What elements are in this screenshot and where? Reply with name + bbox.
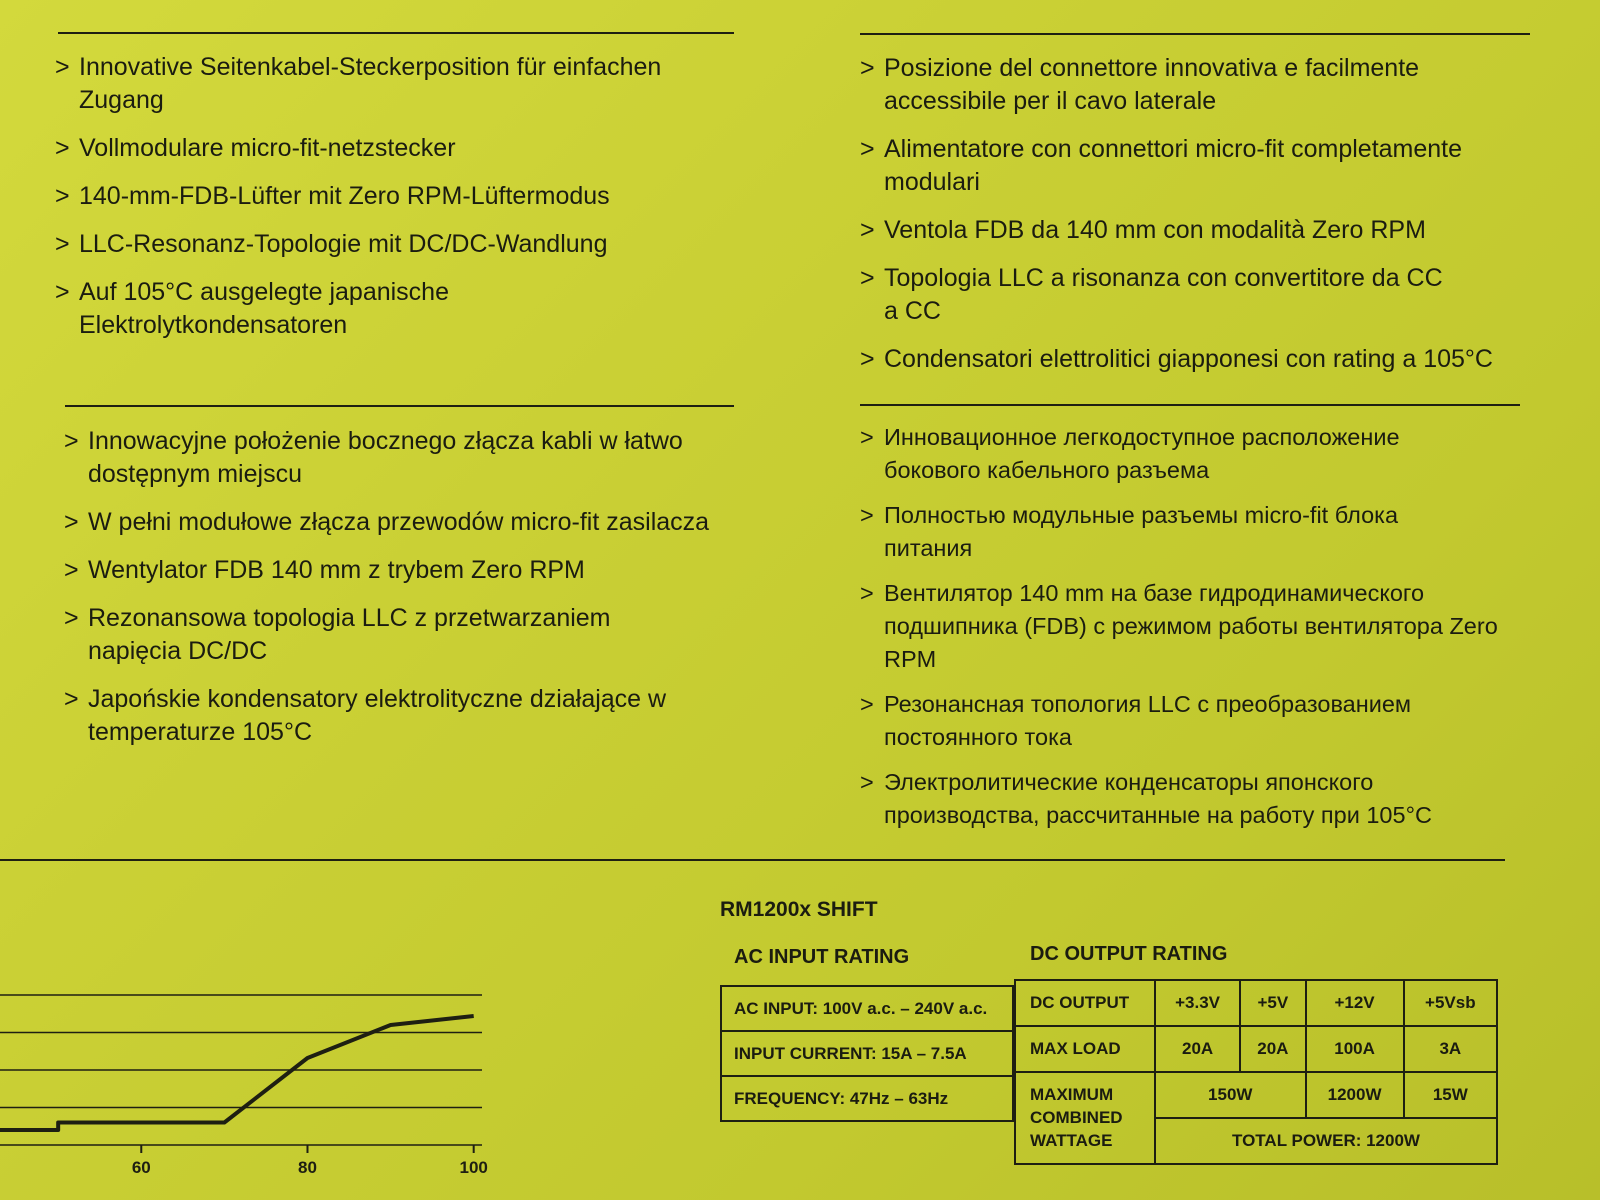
- input-current-cell: INPUT CURRENT: 15A – 7.5A: [721, 1031, 1013, 1076]
- combined-wattage-line: COMBINED: [1030, 1108, 1123, 1127]
- max-load-cell: 20A: [1155, 1026, 1240, 1072]
- feature-item: > Posizione del connettore innovativa e facilmente accessibile per il cavo laterale: [860, 52, 1504, 118]
- feature-block-german: [55, 51, 730, 357]
- feature-block-russian: [860, 421, 1520, 844]
- feature-item: > Rezonansowa topologia LLC z przetwarzaniem napięcia DC/DC: [64, 602, 708, 668]
- feature-item: > Japońskie kondensatory elektrolityczne działające w temperaturze 105°C: [64, 683, 738, 749]
- max-load-cell: 3A: [1404, 1026, 1497, 1072]
- x-tick-label: 100: [459, 1158, 488, 1177]
- feature-item: > Auf 105°C ausgelegte japanische Elektrolytkondensatoren: [55, 276, 539, 342]
- table-row: [721, 1031, 1013, 1076]
- dc-rating-heading: DC OUTPUT RATING: [1030, 943, 1228, 965]
- feature-item: > 140-mm-FDB-Lüfter mit Zero RPM-Lüftermodus: [55, 180, 730, 213]
- table-row: [721, 986, 1013, 1031]
- ac-input-table: [720, 985, 1014, 1122]
- feature-item: > Innovative Seitenkabel-Steckerposition für einfachen Zugang: [55, 51, 730, 117]
- feature-item: > Innowacyjne położenie bocznego złącza kabli w łatwo dostępnym miejscu: [64, 425, 734, 491]
- rail-header: +3.3V: [1155, 980, 1240, 1026]
- frequency-cell: FREQUENCY: 47Hz – 63Hz: [721, 1076, 1013, 1121]
- feature-item: > W pełni modułowe złącza przewodów micro-fit zasilacza: [64, 506, 728, 539]
- feature-item: > Резонансная топология LLC с преобразованием постоянного тока: [860, 688, 1494, 754]
- max-load-label: MAX LOAD: [1015, 1026, 1155, 1072]
- ac-rating-heading: AC INPUT RATING: [734, 946, 910, 968]
- table-row: [1015, 1026, 1497, 1072]
- feature-item: > Инновационное легкодоступное расположение бокового кабельного разъема: [860, 421, 1494, 487]
- combined-wattage-line: MAXIMUM: [1030, 1085, 1114, 1104]
- combined-wattage-line: WATTAGE: [1030, 1131, 1113, 1150]
- rule-russian-top: [860, 404, 1520, 406]
- rule-italian-top: [860, 33, 1530, 35]
- total-power-cell: TOTAL POWER: 1200W: [1155, 1118, 1497, 1164]
- table-row: [1015, 1072, 1497, 1118]
- ac-input-cell: AC INPUT: 100V a.c. – 240V a.c.: [721, 986, 1013, 1031]
- feature-block-polish: [64, 425, 734, 764]
- rail-header: +5V: [1240, 980, 1305, 1026]
- combined-wattage-label: [1015, 1072, 1155, 1164]
- table-row: [1015, 980, 1497, 1026]
- feature-item: > Vollmodulare micro-fit-netzstecker: [55, 132, 730, 165]
- rail-header: +5Vsb: [1404, 980, 1497, 1026]
- feature-item: > Topologia LLC a risonanza con convertitore da CC a CC: [860, 262, 1444, 328]
- rail-header: +12V: [1306, 980, 1404, 1026]
- combined-12-cell: 1200W: [1306, 1072, 1404, 1118]
- max-load-cell: 20A: [1240, 1026, 1305, 1072]
- combined-5vsb-cell: 15W: [1404, 1072, 1497, 1118]
- feature-block-italian: [860, 52, 1540, 391]
- feature-list-german: [55, 51, 730, 342]
- combined-33-5-cell: 150W: [1155, 1072, 1306, 1118]
- max-load-cell: 100A: [1306, 1026, 1404, 1072]
- rule-spec-top: [0, 859, 1505, 861]
- rule-german-top: [58, 32, 734, 34]
- feature-item: > Condensatori elettrolitici giapponesi con rating a 105°C: [860, 343, 1540, 376]
- feature-item: > Alimentatore con connettori micro-fit completamente modulari: [860, 133, 1540, 199]
- feature-item: > LLC-Resonanz-Topologie mit DC/DC-Wandlung: [55, 228, 730, 261]
- feature-list-russian: [860, 421, 1520, 832]
- feature-item: > Ventola FDB da 140 mm con modalità Zero RPM: [860, 214, 1540, 247]
- rule-polish-top: [65, 405, 734, 407]
- x-tick-label: 60: [131, 1158, 151, 1177]
- chart-svg: [0, 960, 500, 1200]
- x-tick-label: 80: [298, 1158, 317, 1177]
- feature-item: > Вентилятор 140 mm на базе гидродинамического подшипника (FDB) с режимом работы вентилятора Zero RPM: [860, 577, 1524, 676]
- efficiency-chart: [0, 960, 500, 1200]
- feature-item: > Wentylator FDB 140 mm z trybem Zero RPM: [64, 554, 734, 587]
- table-row: [721, 1076, 1013, 1121]
- feature-item: > Электролитические конденсаторы японского производства, рассчитанные на работу при 105°C: [860, 766, 1494, 832]
- feature-list-italian: [860, 52, 1540, 376]
- dc-output-label: DC OUTPUT: [1015, 980, 1155, 1026]
- feature-list-polish: [64, 425, 734, 749]
- model-name: RM1200x SHIFT: [720, 898, 878, 921]
- dc-output-table: [1014, 979, 1498, 1165]
- feature-item: > Полностью модульные разъемы micro-fit блока питания: [860, 499, 1474, 565]
